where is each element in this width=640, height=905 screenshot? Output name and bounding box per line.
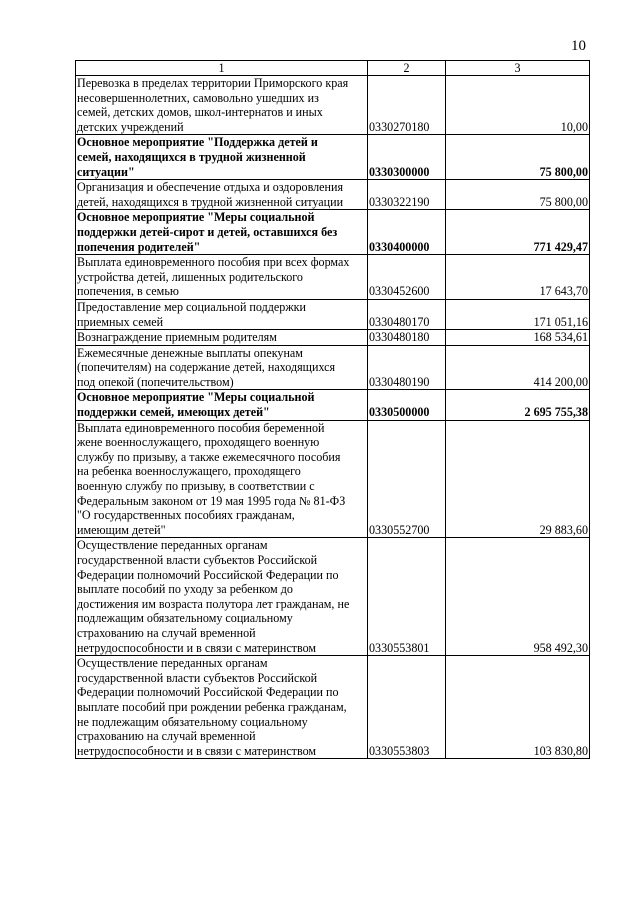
description-line: не подлежащим обязательному социальному bbox=[77, 714, 308, 729]
row-description bbox=[76, 255, 368, 300]
table-header-row bbox=[76, 61, 590, 76]
description-line: Осуществление переданных органам bbox=[77, 656, 268, 671]
description-line: Федерации полномочий Российской Федерации по bbox=[77, 685, 339, 700]
description-line: устройства детей, лишенных родительского bbox=[77, 269, 303, 284]
description-line: имеющим детей" bbox=[77, 522, 166, 537]
column-header-2: 2 bbox=[368, 61, 446, 76]
column-header-3: 3 bbox=[446, 61, 590, 76]
description-line: Выплата единовременного пособия беременной bbox=[77, 420, 325, 435]
description-line: выплате пособий по уходу за ребенком до bbox=[77, 582, 293, 597]
description-line: поддержки семей, имеющих детей" bbox=[77, 405, 270, 420]
row-description bbox=[76, 76, 368, 135]
row-description bbox=[76, 538, 368, 656]
row-amount: 2 695 755,38 bbox=[446, 390, 590, 420]
description-line: службу по призыву, а также ежемесячного пособия bbox=[77, 449, 341, 464]
description-line: попечения, в семью bbox=[77, 284, 179, 299]
row-code: 0330300000 bbox=[368, 135, 446, 180]
row-amount: 414 200,00 bbox=[446, 345, 590, 390]
row-amount: 103 830,80 bbox=[446, 656, 590, 759]
row-description bbox=[76, 656, 368, 759]
row-description bbox=[76, 210, 368, 255]
table-row bbox=[76, 299, 590, 329]
row-description bbox=[76, 299, 368, 329]
description-line: государственной власти субъектов Российской bbox=[77, 670, 318, 685]
description-line: "О государственных пособиях гражданам, bbox=[77, 508, 295, 523]
description-line: ситуации" bbox=[77, 164, 135, 179]
table-row bbox=[76, 135, 590, 180]
description-line: выплате пособий при рождении ребенка гражданам, bbox=[77, 699, 347, 714]
description-line: детских учреждений bbox=[77, 119, 184, 134]
description-line: достижения им возраста полутора лет гражданам, не bbox=[77, 596, 350, 611]
table-row bbox=[76, 330, 590, 346]
table-body bbox=[76, 61, 590, 759]
budget-table bbox=[75, 60, 590, 759]
row-description bbox=[76, 180, 368, 210]
description-line: страхованию на случай временной bbox=[77, 729, 256, 744]
description-line: нетрудоспособности и в связи с материнством bbox=[77, 743, 317, 758]
description-line: государственной власти субъектов Российской bbox=[77, 553, 318, 567]
description-line: Федеральным законом от 19 мая 1995 года № 81-ФЗ bbox=[77, 493, 346, 508]
row-amount: 10,00 bbox=[446, 76, 590, 135]
description-line: подлежащим обязательному социальному bbox=[77, 611, 293, 626]
description-line: попечения родителей" bbox=[77, 239, 201, 254]
table-row bbox=[76, 180, 590, 210]
description-line: жене военнослужащего, проходящего военную bbox=[77, 435, 320, 450]
table-row bbox=[76, 255, 590, 300]
row-code: 0330270180 bbox=[368, 76, 446, 135]
row-code: 0330553801 bbox=[368, 538, 446, 656]
description-line: Основное мероприятие "Меры социальной bbox=[77, 210, 315, 225]
table-row bbox=[76, 76, 590, 135]
row-amount: 29 883,60 bbox=[446, 420, 590, 538]
column-header-1: 1 bbox=[76, 61, 368, 76]
description-line: Предоставление мер социальной поддержки bbox=[77, 299, 307, 314]
description-line: на ребенка военнослужащего, проходящего bbox=[77, 464, 301, 479]
row-description bbox=[76, 330, 368, 346]
row-description bbox=[76, 420, 368, 538]
description-line: Основное мероприятие "Поддержка детей и bbox=[77, 135, 318, 150]
description-line: Ежемесячные денежные выплаты опекунам bbox=[77, 345, 303, 360]
description-line: (попечителям) на содержание детей, находящихся bbox=[77, 360, 336, 375]
row-amount: 958 492,30 bbox=[446, 538, 590, 656]
description-line: Выплата единовременного пособия при всех формах bbox=[77, 255, 350, 270]
row-code: 0330322190 bbox=[368, 180, 446, 210]
page-number: 10 bbox=[571, 38, 586, 54]
description-line: семей, находящихся в трудной жизненной bbox=[77, 149, 306, 164]
row-code: 0330553803 bbox=[368, 656, 446, 759]
description-line: Основное мероприятие "Меры социальной bbox=[77, 390, 315, 405]
description-line: Вознаграждение приемным родителям bbox=[77, 330, 277, 345]
row-amount: 75 800,00 bbox=[446, 135, 590, 180]
row-code: 0330480170 bbox=[368, 299, 446, 329]
table-row bbox=[76, 390, 590, 420]
description-line: страхованию на случай временной bbox=[77, 625, 256, 640]
row-code: 0330452600 bbox=[368, 255, 446, 300]
row-code: 0330400000 bbox=[368, 210, 446, 255]
description-line: Организация и обеспечение отдыха и оздоровления bbox=[77, 180, 344, 195]
row-amount: 771 429,47 bbox=[446, 210, 590, 255]
row-description bbox=[76, 390, 368, 420]
description-line: Осуществление переданных органам bbox=[77, 538, 268, 553]
description-line: под опекой (попечительством) bbox=[77, 374, 234, 389]
table-row bbox=[76, 656, 590, 759]
row-amount: 168 534,61 bbox=[446, 330, 590, 346]
row-code: 0330480180 bbox=[368, 330, 446, 346]
table-row bbox=[76, 345, 590, 390]
row-code: 0330500000 bbox=[368, 390, 446, 420]
description-line: Федерации полномочий Российской Федерации по bbox=[77, 567, 339, 582]
row-code: 0330552700 bbox=[368, 420, 446, 538]
description-line: Перевозка в пределах территории Приморского края bbox=[77, 76, 349, 90]
description-line: несовершеннолетних, самовольно ушедших из bbox=[77, 90, 319, 105]
table-row bbox=[76, 538, 590, 656]
table-row bbox=[76, 420, 590, 538]
description-line: детей, находящихся в трудной жизненной ситуации bbox=[77, 194, 344, 209]
description-line: нетрудоспособности и в связи с материнством bbox=[77, 640, 317, 655]
row-description bbox=[76, 345, 368, 390]
row-amount: 171 051,16 bbox=[446, 299, 590, 329]
description-line: поддержки детей-сирот и детей, оставшихся без bbox=[77, 224, 338, 239]
table-row bbox=[76, 210, 590, 255]
row-amount: 17 643,70 bbox=[446, 255, 590, 300]
row-description bbox=[76, 135, 368, 180]
description-line: приемных семей bbox=[77, 314, 164, 329]
row-amount: 75 800,00 bbox=[446, 180, 590, 210]
row-code: 0330480190 bbox=[368, 345, 446, 390]
description-line: военную службу по призыву, в соответствии с bbox=[77, 479, 315, 494]
description-line: семей, детских домов, школ-интернатов и иных bbox=[77, 105, 323, 120]
